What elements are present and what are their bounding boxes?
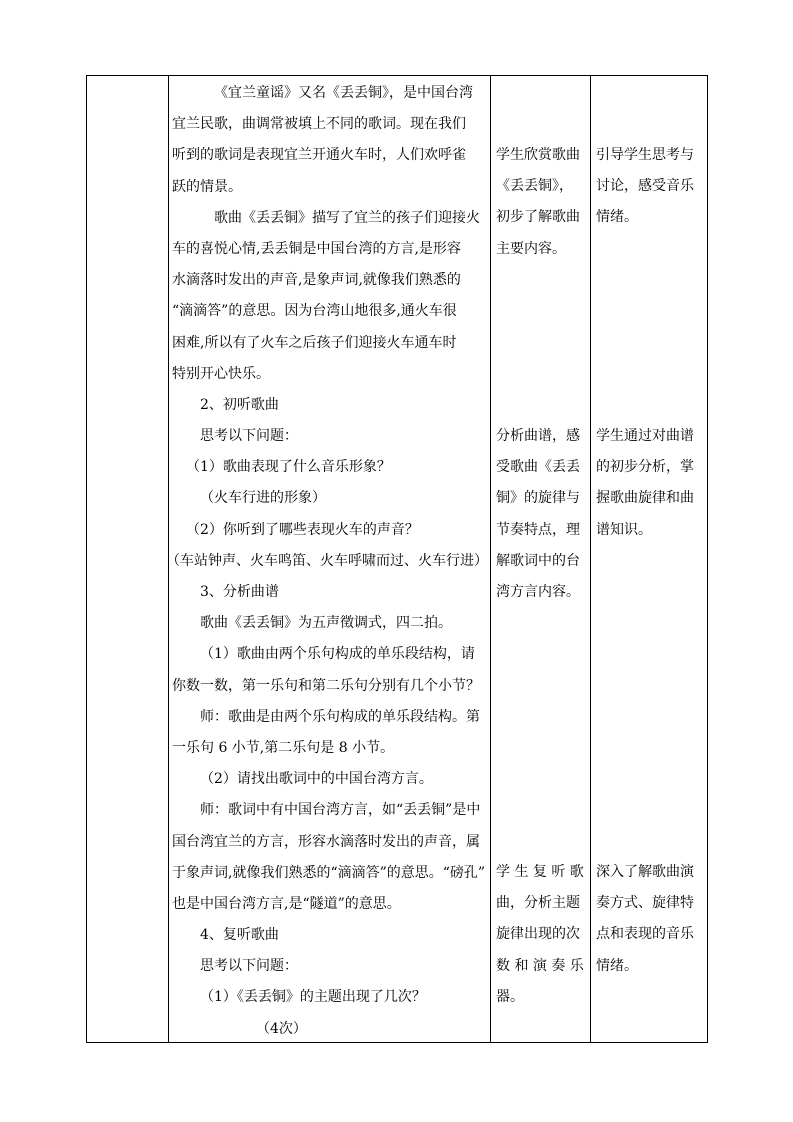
question-text: （1）歌曲表现了什么音乐形象？ — [186, 459, 391, 476]
paragraph-line: 困难,所以有了火车之后孩子们迎接火车通车时 — [172, 334, 457, 351]
answer-text: （4次） — [256, 1020, 307, 1037]
design-intent-line: 谱知识。 — [596, 521, 652, 538]
paragraph-line: 特别开心快乐。 — [172, 365, 270, 382]
question-text: （1）歌曲由两个乐句构成的单乐段结构，请 — [200, 646, 475, 663]
teacher-text: 国台湾宜兰的方言，形容水滴落时发出的声音，属 — [172, 833, 480, 850]
answer-text: （车站钟声、火车鸣笛、火车呼啸而过、火车行进） — [166, 552, 488, 569]
teacher-text: 一乐句 6 小节,第二乐句是 8 小节。 — [172, 739, 395, 756]
section-heading: 2、初听歌曲 — [200, 396, 279, 413]
student-activity-block-2 — [496, 421, 588, 608]
student-activity-line: 学生欣赏歌曲 — [496, 147, 580, 163]
question-text: （2）你听到了哪些表现火车的声音？ — [186, 521, 419, 538]
prompt-text: 思考以下问题： — [200, 958, 298, 975]
student-activity-line: 受歌曲《丢丢 — [496, 459, 580, 476]
teacher-text: 师：歌曲是由两个乐句构成的单乐段结构。第 — [200, 708, 480, 725]
student-activity-line: 铜》的旋律与 — [496, 490, 580, 507]
teacher-text: 于象声词,就像我们熟悉的“滴滴答”的意思。“磅孔” — [172, 864, 486, 881]
prompt-text: 思考以下问题： — [200, 428, 298, 445]
teaching-process-cell — [166, 78, 490, 1045]
paragraph-line: 听到的歌词是表现宜兰开通火车时，人们欢呼雀 — [172, 147, 466, 164]
student-activity-line: 学 生 复 听 歌 — [496, 864, 584, 880]
design-intent-block-2 — [596, 421, 704, 546]
question-text: （1）《丢丢铜》的主题出现了几次？ — [200, 989, 426, 1006]
design-intent-line: 讨论，感受音乐 — [596, 178, 694, 195]
student-activity-line: 节奏特点，理 — [496, 521, 580, 538]
paragraph-line: 歌曲《丢丢铜》为五声徵调式，四二拍。 — [200, 615, 452, 632]
design-intent-line: 握歌曲旋律和曲 — [596, 490, 694, 507]
student-activity-block-1 — [496, 140, 588, 265]
design-intent-line: 奏方式、旋律特 — [596, 895, 694, 912]
student-activity-line: 分析曲谱，感 — [496, 428, 580, 444]
table-divider-3 — [590, 75, 591, 1042]
student-activity-line: 主要内容。 — [496, 240, 566, 257]
table-border-right — [707, 75, 708, 1042]
student-activity-line: 解歌词中的台 — [496, 552, 580, 569]
design-intent-line: 学生通过对曲谱 — [596, 428, 694, 444]
paragraph-line: 车的喜悦心情,丢丢铜是中国台湾的方言,是形容 — [172, 240, 461, 257]
paragraph-line: 跃的情景。 — [172, 178, 242, 195]
student-activity-line: 《丢丢铜》， — [496, 178, 573, 195]
design-intent-block-3 — [596, 857, 704, 982]
design-intent-line: 情绪。 — [596, 209, 638, 226]
design-intent-line: 的初步分析，掌 — [596, 459, 694, 476]
student-activity-line: 湾方言内容。 — [496, 583, 580, 600]
table-divider-2 — [490, 75, 491, 1042]
section-heading: 3、分析曲谱 — [200, 584, 279, 600]
design-intent-block-1 — [596, 140, 704, 234]
question-text: （2）请找出歌词中的中国台湾方言。 — [200, 771, 433, 788]
design-intent-line: 情绪。 — [596, 957, 638, 974]
design-intent-line: 深入了解歌曲演 — [596, 864, 694, 880]
paragraph-line: 宜兰民歌，曲调常被填上不同的歌词。现在我们 — [172, 116, 466, 133]
student-activity-line: 初步了解歌曲 — [496, 209, 580, 226]
answer-text: （火车行进的形象） — [200, 490, 326, 507]
paragraph-line: “滴滴答”的意思。因为台湾山地很多,通火车很 — [172, 303, 457, 320]
student-activity-block-3 — [496, 857, 588, 1013]
design-intent-line: 点和表现的音乐 — [596, 926, 694, 943]
table-top-border — [86, 75, 708, 76]
paragraph-line: 水滴落时发出的声音,是象声词,就像我们熟悉的 — [172, 272, 461, 289]
teacher-text: 师：歌词中有中国台湾方言，如“丢丢铜”是中 — [200, 802, 481, 819]
student-activity-line: 曲，分析主题 — [496, 895, 580, 912]
student-activity-line: 数 和 演 奏 乐 — [496, 957, 584, 974]
student-activity-line: 器。 — [496, 988, 524, 1005]
paragraph-line: 歌曲《丢丢铜》描写了宜兰的孩子们迎接火 — [214, 209, 480, 226]
question-text: 你数一数，第一乐句和第二乐句分别有几个小节？ — [172, 677, 480, 694]
paragraph-line: 《宜兰童谣》又名《丢丢铜》，是中国台湾 — [214, 85, 473, 101]
section-heading: 4、复听歌曲 — [200, 927, 279, 944]
design-intent-line: 引导学生思考与 — [596, 147, 694, 163]
table-border-left — [86, 75, 87, 1042]
student-activity-line: 旋律出现的次 — [496, 926, 580, 943]
teacher-text: 也是中国台湾方言,是“隧道”的意思。 — [172, 895, 401, 912]
